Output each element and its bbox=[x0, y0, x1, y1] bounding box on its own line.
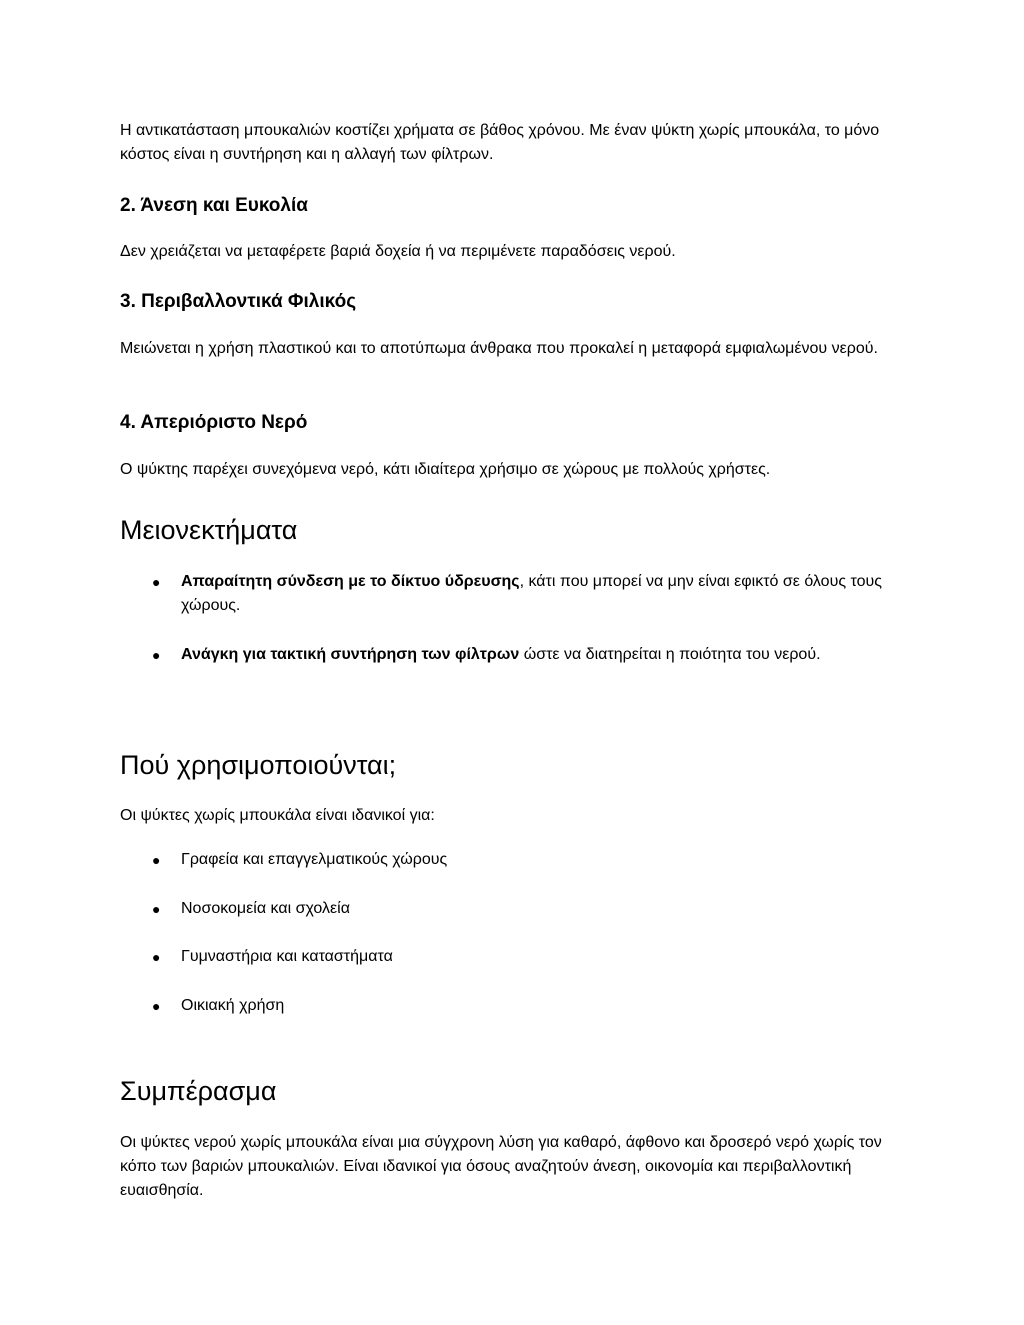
bullet-icon: ● bbox=[152, 574, 161, 590]
heading-usage: Πού χρησιμοποιούνται; bbox=[120, 750, 397, 780]
list-item-text: Νοσοκομεία και σχολεία bbox=[181, 900, 350, 917]
heading-disadvantages: Μειονεκτήματα bbox=[120, 515, 298, 545]
list-item-bold: Ανάγκη για τακτική συντήρηση των φίλτρων bbox=[181, 646, 520, 663]
heading-convenience: 2. Άνεση και Ευκολία bbox=[120, 195, 308, 216]
list-item-bold: Απαραίτητη σύνδεση με το δίκτυο ύδρευσης bbox=[181, 573, 520, 590]
list-item-rest: , κάτι που μπορεί να μην είναι εφικτό σε όλους τους χώρους. bbox=[181, 573, 882, 614]
usage-intro: Οι ψύκτες χωρίς μπουκάλα είναι ιδανικοί για: bbox=[120, 807, 435, 824]
bullet-icon: ● bbox=[152, 998, 161, 1014]
list-item-rest: ώστε να διατηρείται η ποιότητα του νερού. bbox=[519, 646, 821, 663]
convenience-paragraph: Δεν χρειάζεται να μεταφέρετε βαριά δοχεία ή να περιμένετε παραδόσεις νερού. bbox=[120, 243, 676, 260]
list-item-text: Γραφεία και επαγγελματικούς χώρους bbox=[181, 851, 448, 868]
heading-conclusion: Συμπέρασμα bbox=[120, 1076, 277, 1106]
list-item-text: Γυμναστήρια και καταστήματα bbox=[181, 948, 393, 965]
list-item-text bbox=[181, 643, 901, 667]
bullet-icon: ● bbox=[152, 852, 161, 868]
list-item-text bbox=[181, 570, 901, 618]
bullet-icon: ● bbox=[152, 647, 161, 663]
bullet-icon: ● bbox=[152, 901, 161, 917]
list-item-text: Οικιακή χρήση bbox=[181, 997, 285, 1014]
unlimited-water-paragraph: Ο ψύκτης παρέχει συνεχόμενα νερό, κάτι ιδιαίτερα χρήσιμο σε χώρους με πολλούς χρήστες. bbox=[120, 461, 771, 478]
eco-paragraph: Μειώνεται η χρήση πλαστικού και το αποτύπωμα άνθρακα που προκαλεί η μεταφορά εμφιαλωμένου νερού. bbox=[120, 340, 878, 357]
cost-paragraph: Η αντικατάσταση μπουκαλιών κοστίζει χρήματα σε βάθος χρόνου. Με έναν ψύκτη χωρίς μπουκάλα, το μόνο κόστος είναι η συντήρηση και η αλλαγή των φίλτρων. bbox=[120, 122, 880, 163]
conclusion-paragraph: Οι ψύκτες νερού χωρίς μπουκάλα είναι μια σύγχρονη λύση για καθαρό, άφθονο και δροσερό νερό χωρίς τον κόπο των βαριών μπουκαλιών. Είναι ιδανικοί για όσους αναζητούν άνεση, οικονομία και περιβαλλοντική ευαισθησία. bbox=[120, 1134, 882, 1199]
bullet-icon: ● bbox=[152, 949, 161, 965]
heading-eco-friendly: 3. Περιβαλλοντικά Φιλικός bbox=[120, 291, 357, 312]
heading-unlimited-water: 4. Απεριόριστο Νερό bbox=[120, 412, 308, 433]
